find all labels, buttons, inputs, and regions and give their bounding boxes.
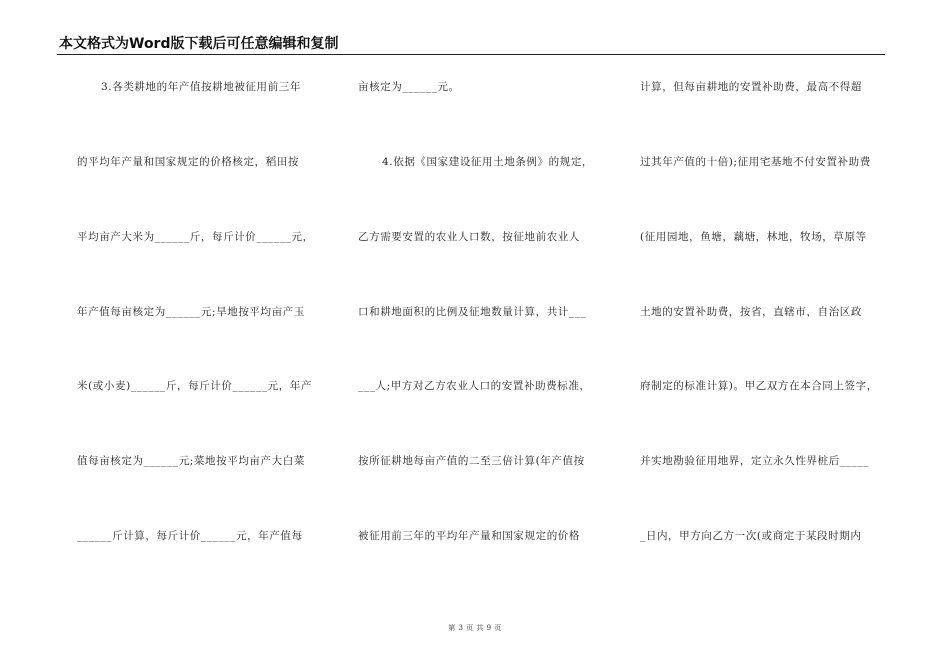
page-number-footer: 第 3 页 共 9 页 bbox=[448, 624, 502, 632]
text-line: ______斤计算，每斤计价______元，年产值每 bbox=[77, 530, 303, 542]
text-line: 并实地勘验征用地界，定立永久性界桩后_____ bbox=[640, 455, 870, 467]
text-line: 府制定的标准计算)。甲乙双方在本合同上签字， bbox=[640, 380, 878, 392]
text-line: 土地的安置补助费，按省，直辖市，自治区政 bbox=[640, 306, 862, 318]
text-line: 的平均年产量和国家规定的价格核定，稻田按 bbox=[77, 156, 299, 168]
header-divider bbox=[57, 54, 885, 55]
text-line: 按所征耕地每亩产值的二至三倍计算(年产值按 bbox=[358, 455, 585, 467]
text-line: 乙方需要安置的农业人口数，按征地前农业人 bbox=[358, 231, 580, 243]
text-line: _日内，甲方向乙方一次(或商定于某段时期内 bbox=[640, 530, 862, 542]
text-line: 口和耕地面积的比例及征地数量计算，共计___ bbox=[358, 306, 587, 318]
text-line: 被征用前三年的平均年产量和国家规定的价格 bbox=[358, 530, 580, 542]
text-line: 亩核定为______元。 bbox=[358, 81, 460, 93]
text-line: 平均亩产大米为______斤，每斤计价______元， bbox=[77, 231, 314, 243]
text-line: 年产值每亩核定为______元;旱地按平均亩产玉 bbox=[77, 306, 305, 318]
text-line: 3.各类耕地的年产值按耕地被征用前三年 bbox=[101, 81, 301, 93]
text-line: 值每亩核定为______元;菜地按平均亩产大白菜 bbox=[77, 455, 305, 467]
text-line: 计算，但每亩耕地的安置补助费，最高不得超 bbox=[640, 81, 862, 93]
document-header-title: 本文格式为Word版下载后可任意编辑和复制 bbox=[59, 36, 339, 52]
text-line: 4.依据《国家建设征用土地条例》的规定， bbox=[382, 156, 594, 168]
text-line: ___人;甲方对乙方农业人口的安置补助费标准， bbox=[358, 380, 591, 392]
text-line: 米(或小麦)______斤，每斤计价______元，年产 bbox=[77, 380, 312, 392]
text-line: (征用园地，鱼塘，藕塘，林地，牧场，草原等 bbox=[640, 231, 867, 243]
text-line: 过其年产值的十倍);征用宅基地不付安置补助费 bbox=[640, 156, 871, 168]
